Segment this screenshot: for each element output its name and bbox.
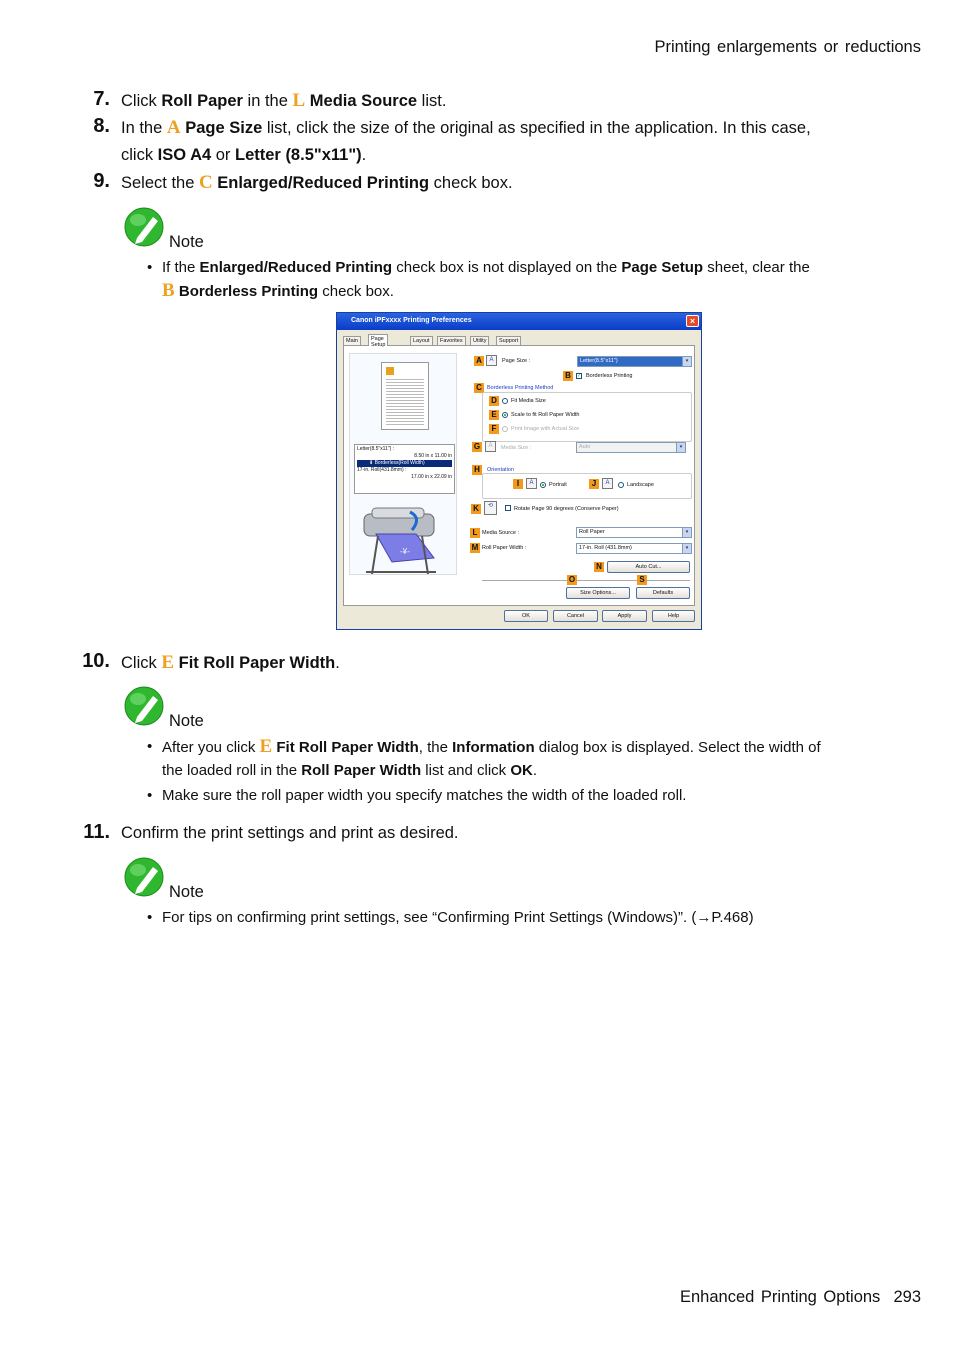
tab-favorites[interactable]: Favorites: [437, 336, 466, 346]
landscape-label: Landscape: [627, 482, 654, 488]
step-number: 10.: [82, 650, 110, 672]
rotate-page-label: Rotate Page 90 degrees (Conserve Paper): [514, 506, 619, 512]
note-label: Note: [169, 233, 204, 251]
callout-tag-d: D: [489, 396, 499, 406]
borderless-printing-label: Borderless Printing: [586, 373, 633, 379]
svg-text:-¥-: -¥-: [400, 547, 410, 556]
landscape-icon: A: [602, 478, 613, 489]
page-number: 293: [893, 1288, 921, 1306]
fit-media-size-radio[interactable]: [502, 398, 508, 404]
size-options-button[interactable]: Size Options...: [566, 587, 630, 599]
callout-tag-j: J: [589, 479, 599, 489]
page-size-icon: A: [486, 355, 497, 366]
note-bullet: • For tips on confirming print settings, see “Confirming Print Settings (Windows)”. (→P.468): [147, 909, 754, 926]
media-source-label: Media Source :: [482, 530, 519, 536]
size-info-box: Letter(8.5"x11") : 8.50 in x 11.00 in ⬇ Borderless(Roll Width) 17-in. Roll(431.8mm) : 17.00 in x 22.09 in: [354, 444, 455, 494]
borderless-printing-checkbox[interactable]: ✓: [577, 373, 582, 379]
help-button[interactable]: Help: [652, 610, 695, 622]
media-size-icon: A: [485, 441, 496, 452]
note-bullet: • Make sure the roll paper width you specify matches the width of the loaded roll.: [147, 787, 687, 804]
tab-support[interactable]: Support: [496, 336, 521, 346]
roll-paper-width-label: Roll Paper Width :: [482, 545, 527, 551]
note-pencil-icon: [124, 856, 166, 898]
orientation-label: Orientation: [487, 467, 514, 473]
callout-tag-m: M: [471, 543, 479, 552]
callout-letter: E: [161, 652, 175, 673]
step-number: 9.: [93, 170, 110, 192]
step-number: 7.: [93, 88, 110, 110]
callout-tag-l: L: [470, 528, 480, 538]
borderless-method-label: Borderless Printing Method: [487, 385, 554, 391]
callout-tag-f: F: [489, 424, 499, 434]
callout-letter: C: [198, 172, 213, 193]
step-10-text: Click E Fit Roll Paper Width.: [121, 652, 340, 673]
step-number: 11.: [83, 821, 110, 843]
preview-area: [349, 353, 457, 575]
callout-tag-o: O: [568, 575, 576, 584]
close-icon[interactable]: ×: [686, 315, 699, 327]
callout-tag-i: I: [513, 479, 523, 489]
portrait-radio[interactable]: [540, 482, 546, 488]
fit-roll-paper-width-radio[interactable]: [502, 412, 508, 418]
printer-illustration-icon: [358, 504, 454, 576]
callout-tag-b: B: [563, 371, 573, 381]
portrait-icon: A: [526, 478, 537, 489]
step-11-text: Confirm the print settings and print as desired.: [121, 824, 459, 842]
step-8-text-line2: click ISO A4 or Letter (8.5"x11").: [121, 146, 367, 164]
callout-letter: B: [162, 280, 175, 301]
rotate-page-checkbox[interactable]: [505, 505, 511, 511]
callout-tag-a: A: [474, 356, 484, 366]
roll-paper-width-select[interactable]: 17-in. Roll (431.8mm) ▾: [576, 543, 692, 554]
rotate-page-icon: ⟲: [484, 501, 497, 515]
fit-roll-paper-width-label: Scale to fit Roll Paper Width: [511, 412, 580, 418]
tab-main[interactable]: Main: [343, 336, 361, 346]
print-actual-size-radio[interactable]: [502, 426, 508, 432]
divider: [482, 580, 690, 581]
page-size-select[interactable]: Letter(8.5"x11") ▾: [577, 356, 692, 367]
media-size-label: Media Size :: [501, 445, 532, 451]
note-label: Note: [169, 883, 204, 901]
note-bullet: • If the Enlarged/Reduced Printing check box is not displayed on the Page Setup sheet, clear the B Borderless Printing check box.: [147, 259, 810, 301]
callout-tag-e: E: [489, 410, 499, 420]
ok-button[interactable]: OK: [504, 610, 548, 622]
tab-page-setup[interactable]: Page Setup: [368, 334, 388, 346]
callout-tag-h: H: [472, 465, 482, 475]
chevron-down-icon: ▾: [682, 528, 691, 537]
dialog-titlebar: [337, 313, 701, 330]
callout-tag-c: C: [474, 383, 484, 393]
note-bullet: • After you click E Fit Roll Paper Width, the Information dialog box is displayed. Select the width of the loaded roll in the Roll Paper Width list and click OK.: [147, 736, 821, 779]
chevron-down-icon: ▾: [676, 443, 685, 452]
callout-tag-k: K: [471, 504, 481, 514]
callout-tag-n: N: [594, 562, 604, 572]
tab-layout[interactable]: Layout: [410, 336, 433, 346]
page-setup-panel: [343, 345, 695, 606]
callout-letter: E: [259, 736, 273, 757]
chevron-down-icon: ▾: [682, 544, 691, 553]
page-size-label: Page Size :: [502, 358, 531, 364]
dialog-title: Canon iPFxxxx Printing Preferences: [351, 317, 472, 324]
note-pencil-icon: [124, 685, 166, 727]
print-actual-size-label: Print Image with Actual Size: [511, 426, 580, 432]
printing-preferences-dialog: [336, 312, 702, 630]
media-size-select[interactable]: Auto ▾: [576, 442, 686, 453]
footer-section: Enhanced Printing Options: [680, 1288, 881, 1306]
callout-letter: A: [166, 117, 181, 138]
apply-button[interactable]: Apply: [602, 610, 647, 622]
chevron-down-icon: ▾: [682, 357, 691, 366]
callout-tag-s: S: [637, 575, 647, 585]
callout-tag-g: G: [473, 442, 481, 451]
borderless-info-bar: ⬇ Borderless(Roll Width): [357, 460, 452, 467]
running-header: Printing enlargements or reductions: [654, 38, 921, 56]
running-footer: [680, 1288, 921, 1307]
tab-utility[interactable]: Utility: [470, 336, 489, 346]
step-8-text: In the A Page Size list, click the size of the original as specified in the application. In this case,: [121, 117, 811, 138]
auto-cut-button[interactable]: Auto Cut...: [607, 561, 690, 573]
landscape-radio[interactable]: [618, 482, 624, 488]
note-label: Note: [169, 712, 204, 730]
arrow-down-icon: ⬇: [369, 460, 375, 466]
fit-media-size-label: Fit Media Size: [511, 398, 546, 404]
media-source-select[interactable]: Roll Paper ▾: [576, 527, 692, 538]
defaults-button[interactable]: Defaults: [636, 587, 690, 599]
note-pencil-icon: [124, 206, 166, 248]
confirm-settings-link[interactable]: For tips on confirming print settings, see “Confirming Print Settings (Windows)”. (→P.468): [162, 909, 754, 926]
cancel-button[interactable]: Cancel: [553, 610, 598, 622]
callout-letter: L: [292, 90, 306, 111]
portrait-label: Portrait: [549, 482, 567, 488]
step-9-text: Select the C Enlarged/Reduced Printing check box.: [121, 172, 513, 193]
page-preview-thumbnail: [381, 362, 429, 430]
step-7-text: Click Roll Paper in the L Media Source list.: [121, 90, 447, 111]
step-number: 8.: [93, 115, 110, 137]
